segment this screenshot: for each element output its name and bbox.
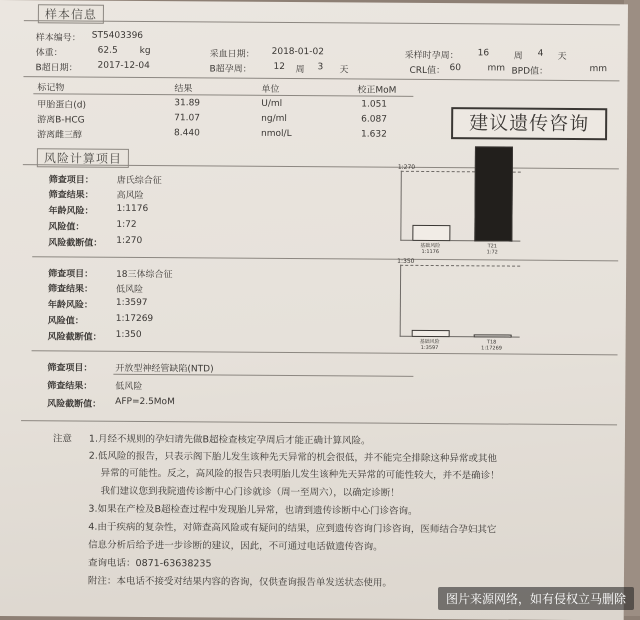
cutoff-label: 1:350: [397, 257, 415, 265]
risk-section-title: 风险计算项目: [37, 148, 129, 168]
gestation-label: 采样时孕周：: [404, 50, 459, 62]
risk-field-label: 筛查结果：: [48, 190, 94, 201]
risk-field-value: 1:350: [115, 329, 142, 340]
watermark-caption: 图片来源网络，如有侵权立马删除: [438, 587, 634, 610]
t21-risk-bar: [474, 146, 513, 241]
bar-value: 1:72: [486, 249, 498, 256]
chart-y-axis: [400, 171, 401, 241]
bar-category: 基础风险: [420, 242, 441, 250]
weight-value: 62.5: [97, 45, 118, 56]
gestation-day: 4: [537, 48, 544, 59]
footnote: 附注：本电话不接受对结果内容的咨询，仅供查询报告单发送状态使用。: [87, 575, 392, 589]
b-ultrasound-week-value: 12: [273, 61, 286, 72]
divider: [33, 93, 413, 97]
sample-id-value: ST5403396: [91, 30, 144, 41]
risk-field-value: 1:3597: [115, 297, 148, 309]
marker-name: 游离雌三醇: [37, 130, 83, 141]
weight-label: 体重：: [35, 48, 63, 59]
b-ultrasound-day-value: 3: [317, 62, 324, 73]
b-ultrasound-week-unit: 周: [295, 65, 305, 76]
divider: [113, 374, 413, 377]
risk-field-label: 风险值：: [48, 222, 85, 233]
risk-field-label: 筛查项目：: [48, 175, 94, 186]
risk-field-label: 筛查结果：: [47, 381, 93, 392]
notes-title: 注意: [52, 433, 72, 445]
risk-field-label: 风险截断值：: [47, 399, 102, 410]
bpd-unit: mm: [589, 64, 608, 75]
risk-field-value: 唐氏综合征: [116, 175, 162, 187]
bar-label: [408, 243, 452, 255]
col-header-mom: 校正MoM: [357, 85, 397, 96]
risk-field-value: 低风险: [115, 381, 143, 393]
bar-label: [408, 339, 452, 351]
bar-value: 1:17269: [481, 345, 502, 352]
risk-field-label: 年龄风险：: [48, 206, 94, 217]
crl-value: 60: [449, 63, 462, 74]
marker-result: 71.07: [174, 113, 200, 124]
bpd-label: BPD值：: [511, 66, 549, 77]
divider: [21, 420, 617, 425]
cutoff-label: 1:270: [397, 163, 416, 171]
divider: [23, 76, 619, 81]
note-line: 2.低风险的报告，只表示阁下胎儿发生该种先天异常的机会很低，并不能完全排除这种异常或其他: [88, 450, 497, 465]
risk-field-label: 筛查项目：: [48, 269, 94, 280]
cutoff-line: [400, 265, 520, 267]
b-ultrasound-week-label: B超孕周：: [209, 64, 252, 75]
bar-value: 1:1176: [421, 248, 440, 256]
t18-risk-chart: [397, 257, 520, 338]
sample-section-title: 样本信息: [38, 4, 104, 23]
sample-id-label: 样本编号：: [35, 33, 81, 44]
blood-draw-date-label: 采血日期：: [209, 49, 255, 60]
bar-label: [470, 243, 514, 255]
divider: [24, 20, 620, 25]
marker-mom: 1.051: [361, 99, 388, 110]
note-line: 我们建议您到我院遗传诊断中心门诊就诊（周一至周六），以确定诊断！: [100, 485, 400, 499]
t21-risk-chart: [397, 163, 520, 242]
marker-mom: 1.632: [361, 129, 387, 140]
baseline-risk-bar: [412, 225, 450, 241]
marker-result: 31.89: [174, 98, 201, 109]
col-header-unit: 单位: [261, 84, 280, 95]
risk-field-label: 风险截断值：: [48, 238, 103, 249]
risk-field-value: AFP=2.5MoM: [115, 396, 175, 408]
marker-name: 甲胎蛋白(d): [37, 100, 87, 111]
risk-field-value: 1:17269: [115, 313, 154, 325]
risk-field-value: 18三体综合征: [116, 269, 173, 281]
risk-field-value: 1:1176: [116, 203, 149, 215]
gestation-day-unit: 天: [557, 51, 567, 62]
marker-result: 8.440: [174, 128, 200, 139]
baseline-risk-bar: [412, 330, 450, 337]
chart-y-axis: [400, 265, 402, 337]
note-line: 4.由于疾病的复杂性，对筛查高风险或有疑问的结果，应到遗传咨询门诊咨询，医师结合孕妇其它: [88, 521, 497, 536]
risk-field-value: 高风险: [116, 190, 144, 202]
risk-field-value: 开放型神经管缺陷(NTD): [115, 363, 214, 375]
marker-unit: U/ml: [261, 98, 283, 109]
divider: [32, 350, 618, 355]
gestation-week: 16: [477, 48, 490, 59]
divider: [32, 256, 618, 261]
marker-mom: 6.087: [361, 114, 387, 125]
weight-unit: kg: [139, 45, 151, 57]
risk-field-label: 风险值：: [47, 316, 84, 327]
crl-label: CRL值：: [409, 65, 446, 77]
marker-unit: ng/ml: [261, 113, 287, 125]
risk-field-label: 年龄风险：: [47, 300, 93, 311]
gestation-week-unit: 周: [513, 51, 523, 62]
risk-field-value: 1:72: [116, 219, 137, 230]
marker-unit: nmol/L: [261, 128, 292, 140]
note-line: 3.如果在产检及B超检查过程中发现胎儿异常，也请到遗传诊断中心门诊咨询。: [88, 503, 418, 517]
bar-label: [470, 339, 514, 351]
t18-risk-bar: [474, 334, 512, 337]
risk-field-value: 低风险: [115, 284, 144, 296]
note-line: 信息分析后给予进一步诊断的建议，因此，不可通过电话做遗传咨询。: [88, 539, 383, 553]
note-line: 异常的可能性。反之，高风险的报告只表明胎儿发生该种先天异常的可能性较大，并不是确诊！: [100, 467, 500, 482]
query-phone: 查询电话：0871-63638235: [88, 557, 212, 570]
risk-field-label: 筛查项目：: [47, 363, 93, 374]
marker-name: 游离B-HCG: [37, 115, 85, 126]
genetic-counseling-stamp: 建议遗传咨询: [451, 107, 607, 140]
note-line: 1.月经不规则的孕妇请先做B超检查核定孕周后才能正确计算风险。: [88, 433, 371, 447]
risk-field-label: 风险截断值：: [47, 332, 102, 343]
blood-draw-date-value: 2018-01-02: [271, 46, 324, 58]
crl-unit: mm: [487, 63, 506, 74]
bar-category: T21: [487, 243, 498, 250]
col-header-marker: 标记物: [37, 83, 65, 94]
risk-field-label: 筛查结果：: [47, 284, 94, 295]
b-ultrasound-date-label: B超日期：: [35, 63, 78, 74]
bar-value: 1:3597: [420, 344, 439, 352]
col-header-result: 结果: [174, 84, 193, 95]
risk-field-value: 1:270: [116, 235, 143, 246]
b-ultrasound-date-value: 2017-12-04: [97, 60, 150, 72]
bar-category: 基础风险: [419, 338, 440, 346]
bar-category: T18: [486, 339, 497, 346]
b-ultrasound-day-unit: 天: [339, 65, 349, 76]
